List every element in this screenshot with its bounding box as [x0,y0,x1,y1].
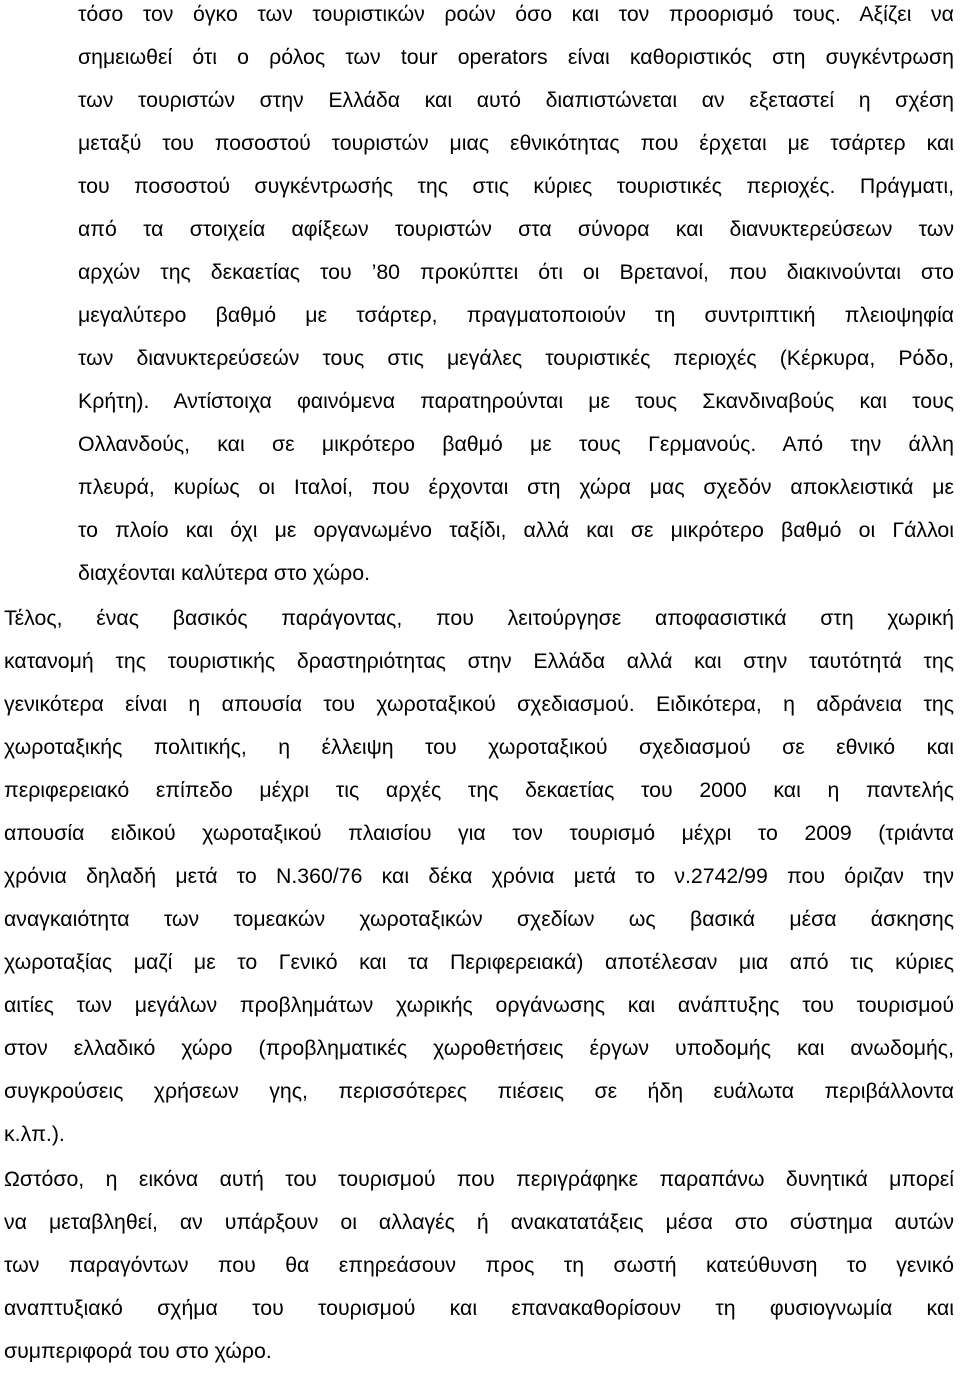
text-line: από τα στοιχεία αφίξεων τουριστών στα σύνορα και διανυκτερεύσεων των [78,217,954,241]
text-line: των διανυκτερεύσεών τους στις μεγάλες τουριστικές περιοχές (Κέρκυρα, Ρόδο, [78,346,954,370]
text-line: κατανομή της τουριστικής δραστηριότητας στην Ελλάδα αλλά και στην ταυτότητά της [4,649,954,673]
text-line: χωροταξικής πολιτικής, η έλλειψη του χωροταξικού σχεδιασμού σε εθνικό και [4,735,954,759]
text-line: τόσο τον όγκο των τουριστικών ροών όσο και τον προορισμό τους. Αξίζει να [78,2,954,26]
text-line: χρόνια δηλαδή μετά το Ν.360/76 και δέκα χρόνια μετά το ν.2742/99 που όριζαν την [4,864,954,888]
text-line: των τουριστών στην Ελλάδα και αυτό διαπιστώνεται αν εξεταστεί η σχέση [78,88,954,112]
text-line: συμπεριφορά του στο χώρο. [4,1339,272,1363]
text-line: διαχέονται καλύτερα στο χώρο. [78,561,370,585]
text-line: χωροταξίας μαζί με το Γενικό και τα Περιφερειακά) αποτέλεσαν μια από τις κύριες [4,950,954,974]
text-line: σημειωθεί ότι ο ρόλος των tour operators είναι καθοριστικός στη συγκέντρωση [78,45,954,69]
text-line: των παραγόντων που θα επηρεάσουν προς τη σωστή κατεύθυνση το γενικό [4,1253,954,1277]
text-line: Ωστόσο, η εικόνα αυτή του τουρισμού που περιγράφηκε παραπάνω δυνητικά μπορεί [4,1167,954,1191]
text-line: το πλοίο και όχι με οργανωμένο ταξίδι, αλλά και σε μικρότερο βαθμό οι Γάλλοι [78,518,954,542]
text-line: συγκρούσεις χρήσεων γης, περισσότερες πιέσεις σε ήδη ευάλωτα περιβάλλοντα [4,1079,954,1103]
text-line: στον ελλαδικό χώρο (προβληματικές χωροθετήσεις έργων υποδομής και ανωδομής, [4,1036,954,1060]
text-line: αναπτυξιακό σχήμα του τουρισμού και επανακαθορίσουν τη φυσιογνωμία και [4,1296,954,1320]
text-line: απουσία ειδικού χωροταξικού πλαισίου για τον τουρισμό μέχρι το 2009 (τριάντα [4,821,954,845]
text-line: να μεταβληθεί, αν υπάρξουν οι αλλαγές ή ανακατατάξεις μέσα στο σύστημα αυτών [4,1210,954,1234]
text-line: του ποσοστού συγκέντρωσής της στις κύριες τουριστικές περιοχές. Πράγματι, [78,174,954,198]
text-line: περιφερειακό επίπεδο μέχρι τις αρχές της δεκαετίας του 2000 και η παντελής [4,778,954,802]
text-line: γενικότερα είναι η απουσία του χωροταξικού σχεδιασμού. Ειδικότερα, η αδράνεια της [4,692,954,716]
text-line: Τέλος, ένας βασικός παράγοντας, που λειτούργησε αποφασιστικά στη χωρική [4,606,954,630]
text-line: Ολλανδούς, και σε μικρότερο βαθμό με τους Γερμανούς. Από την άλλη [78,432,954,456]
text-line: μεταξύ του ποσοστού τουριστών μιας εθνικότητας που έρχεται με τσάρτερ και [78,131,954,155]
text-line: μεγαλύτερο βαθμό με τσάρτερ, πραγματοποιούν τη συντριπτική πλειοψηφία [78,303,954,327]
text-line: αναγκαιότητα των τομεακών χωροταξικών σχεδίων ως βασικά μέσα άσκησης [4,907,954,931]
text-line: κ.λπ.). [4,1122,65,1146]
text-line: αρχών της δεκαετίας του ’80 προκύπτει ότι οι Βρετανοί, που διακινούνται στο [78,260,954,284]
text-line: Κρήτη). Αντίστοιχα φαινόμενα παρατηρούνται με τους Σκανδιναβούς και τους [78,389,954,413]
text-line: πλευρά, κυρίως οι Ιταλοί, που έρχονται στη χώρα μας σχεδόν αποκλειστικά με [78,475,954,499]
text-line: αιτίες των μεγάλων προβλημάτων χωρικής οργάνωσης και ανάπτυξης του τουρισμού [4,993,954,1017]
